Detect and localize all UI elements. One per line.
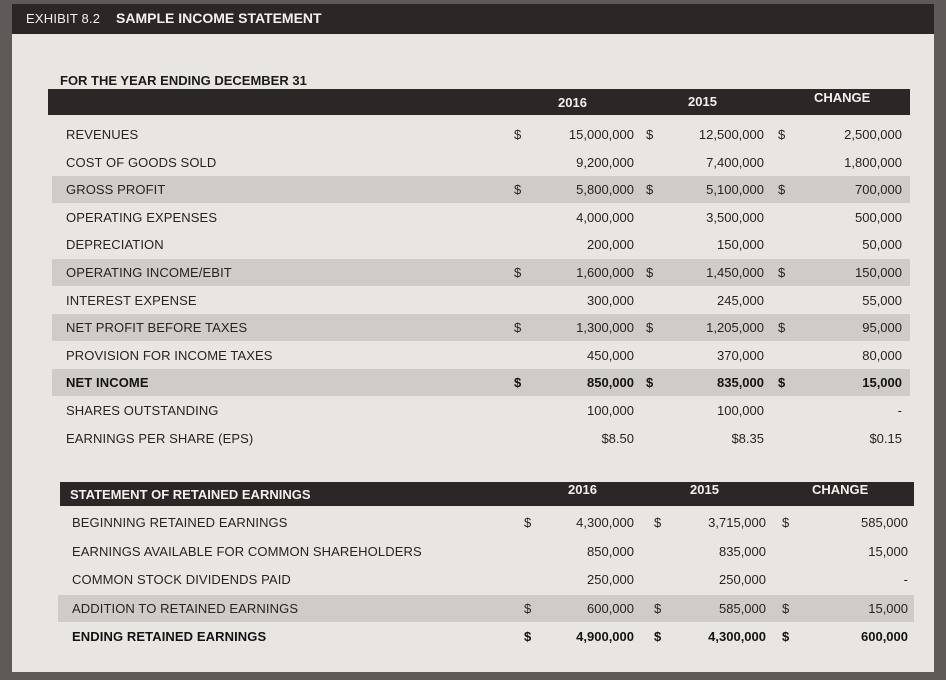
value-change: $0.15: [869, 430, 902, 446]
currency-2016: $: [514, 182, 522, 198]
col-header-2016: 2016: [558, 95, 587, 110]
row-label: PROVISION FOR INCOME TAXES: [66, 347, 273, 363]
currency-2016: $: [514, 375, 522, 391]
income-row: [52, 259, 910, 286]
income-row: [52, 369, 910, 396]
value-2015: 150,000: [717, 237, 764, 253]
income-row: [52, 314, 910, 341]
exhibit-title: SAMPLE INCOME STATEMENT: [116, 10, 322, 26]
value-2016: 4,900,000: [576, 629, 634, 644]
re-col-header-2016: 2016: [568, 482, 597, 497]
value-2015: 585,000: [719, 600, 766, 616]
value-2015: 3,715,000: [708, 515, 766, 530]
row-label: ENDING RETAINED EARNINGS: [72, 629, 267, 644]
row-label: EARNINGS AVAILABLE FOR COMMON SHAREHOLDERS: [72, 543, 422, 559]
income-row: [52, 231, 910, 258]
row-label: REVENUES: [66, 127, 139, 142]
currency-2016: $: [524, 600, 532, 616]
value-2016: 600,000: [587, 600, 634, 616]
row-label: COMMON STOCK DIVIDENDS PAID: [72, 572, 291, 587]
value-2016: 4,300,000: [576, 515, 634, 530]
currency-2015: $: [646, 320, 654, 336]
value-change: 700,000: [855, 182, 902, 198]
value-2016: 15,000,000: [568, 127, 634, 142]
row-label: OPERATING INCOME/EBIT: [66, 265, 232, 280]
row-label: OPERATING EXPENSES: [66, 209, 218, 225]
re-col-header-2015: 2015: [690, 482, 719, 497]
value-2015: 1,450,000: [706, 265, 764, 280]
value-2016: 1,600,000: [576, 265, 634, 280]
value-2016: 5,800,000: [576, 182, 634, 198]
currency-2016: $: [514, 127, 522, 142]
value-2015: 3,500,000: [706, 209, 764, 225]
value-change: 95,000: [862, 320, 902, 336]
value-2016: $8.50: [601, 430, 634, 446]
value-change: 2,500,000: [844, 127, 902, 142]
value-change: 15,000: [868, 600, 908, 616]
retained-row: [58, 509, 914, 536]
row-label: ADDITION TO RETAINED EARNINGS: [72, 600, 299, 616]
value-2015: 250,000: [719, 572, 766, 587]
re-col-header-change: CHANGE: [812, 482, 869, 497]
retained-row: [58, 595, 914, 622]
currency-2015: $: [646, 182, 654, 198]
row-label: DEPRECIATION: [66, 237, 164, 253]
currency-change: $: [782, 515, 790, 530]
value-2015: $8.35: [731, 430, 764, 446]
col-header-change: CHANGE: [814, 90, 871, 105]
retained-row: [58, 623, 914, 650]
value-2016: 100,000: [587, 403, 634, 418]
value-2016: 4,000,000: [576, 209, 634, 225]
value-change: 600,000: [861, 629, 908, 644]
retained-row: [58, 566, 914, 593]
currency-change: $: [778, 265, 786, 280]
value-2015: 100,000: [717, 403, 764, 418]
retained-section-title: STATEMENT OF RETAINED EARNINGS: [70, 487, 311, 502]
value-2015: 370,000: [717, 347, 764, 363]
value-2016: 200,000: [587, 237, 634, 253]
value-2015: 245,000: [717, 292, 764, 308]
currency-2015: $: [646, 127, 654, 142]
value-2015: 5,100,000: [706, 182, 764, 198]
value-change: 80,000: [862, 347, 902, 363]
row-label: INTEREST EXPENSE: [66, 292, 197, 308]
value-2016: 850,000: [587, 375, 634, 391]
value-change: 55,000: [862, 292, 902, 308]
row-label: SHARES OUTSTANDING: [66, 403, 219, 418]
value-2016: 300,000: [587, 292, 634, 308]
currency-change: $: [778, 182, 786, 198]
currency-change: $: [778, 375, 786, 391]
value-change: 15,000: [868, 543, 908, 559]
value-2016: 450,000: [587, 347, 634, 363]
value-change: 1,800,000: [844, 154, 902, 170]
value-change: -: [903, 572, 908, 587]
value-2015: 4,300,000: [708, 629, 766, 644]
currency-2015: $: [654, 515, 662, 530]
value-2016: 250,000: [587, 572, 634, 587]
currency-change: $: [778, 320, 786, 336]
currency-change: $: [782, 629, 790, 644]
currency-2015: $: [646, 265, 654, 280]
exhibit-header: [12, 4, 934, 34]
currency-2016: $: [514, 320, 522, 336]
period-subtitle: FOR THE YEAR ENDING DECEMBER 31: [60, 73, 307, 88]
currency-change: $: [782, 600, 790, 616]
row-label: GROSS PROFIT: [66, 182, 166, 198]
exhibit-label: EXHIBIT 8.2: [26, 11, 101, 26]
value-2015: 835,000: [717, 375, 764, 391]
row-label: EARNINGS PER SHARE (EPS): [66, 430, 254, 446]
value-change: 50,000: [862, 237, 902, 253]
currency-change: $: [778, 127, 786, 142]
value-change: 150,000: [855, 265, 902, 280]
income-row: [52, 149, 910, 176]
value-2015: 12,500,000: [698, 127, 764, 142]
income-row: [52, 204, 910, 231]
currency-2015: $: [646, 375, 654, 391]
value-2015: 1,205,000: [706, 320, 764, 336]
value-change: -: [897, 403, 902, 418]
value-2015: 835,000: [719, 543, 766, 559]
value-change: 500,000: [855, 209, 902, 225]
currency-2016: $: [524, 515, 532, 530]
col-header-2015: 2015: [688, 94, 717, 109]
row-label: NET PROFIT BEFORE TAXES: [66, 320, 248, 336]
income-row: [52, 121, 910, 148]
value-change: 15,000: [862, 375, 902, 391]
income-row: [52, 397, 910, 424]
income-header-bar: [48, 89, 910, 115]
row-label: BEGINNING RETAINED EARNINGS: [72, 515, 288, 530]
value-2016: 9,200,000: [576, 154, 634, 170]
income-row: [52, 342, 910, 369]
income-row: [52, 176, 910, 203]
income-row: [52, 425, 910, 452]
currency-2016: $: [524, 629, 532, 644]
value-2016: 1,300,000: [576, 320, 634, 336]
document-page: [12, 4, 934, 672]
income-row: [52, 287, 910, 314]
retained-row: [58, 538, 914, 565]
currency-2016: $: [514, 265, 522, 280]
value-2016: 850,000: [587, 543, 634, 559]
value-2015: 7,400,000: [706, 154, 764, 170]
value-change: 585,000: [861, 515, 908, 530]
row-label: COST OF GOODS SOLD: [66, 154, 217, 170]
row-label: NET INCOME: [66, 375, 149, 391]
currency-2015: $: [654, 629, 662, 644]
retained-header-bar: [60, 482, 914, 506]
currency-2015: $: [654, 600, 662, 616]
